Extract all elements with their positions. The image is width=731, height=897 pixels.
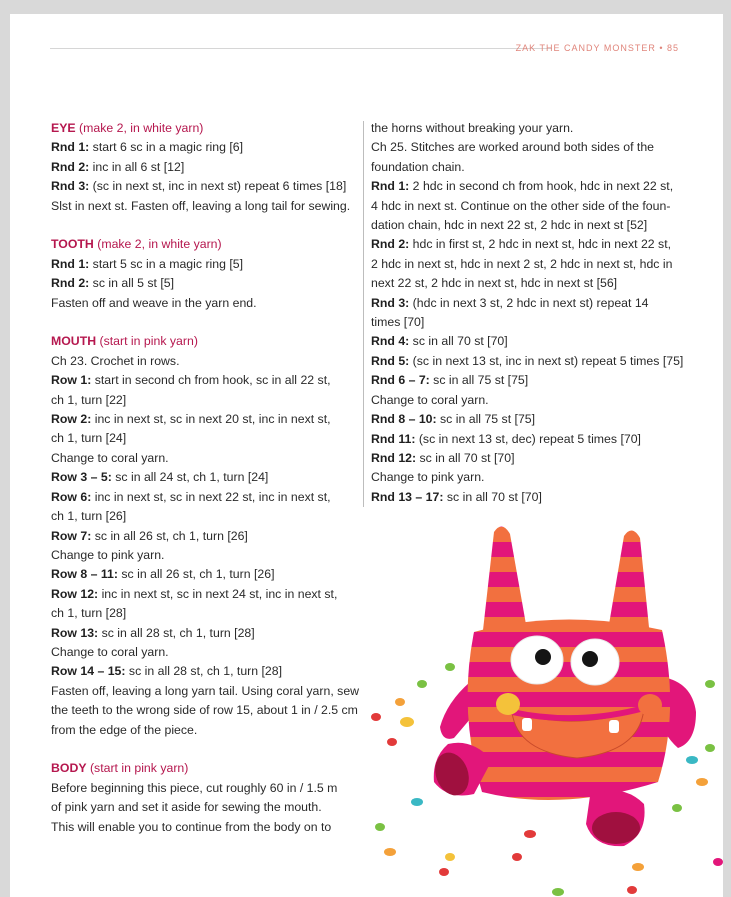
pattern-line — [51, 488, 363, 507]
instruction-text: Change to coral yarn. — [51, 644, 169, 659]
section-subheading: (start in pink yarn) — [86, 761, 189, 776]
section-heading: TOOTH — [51, 237, 94, 252]
round-label: Rnd 3: — [51, 179, 90, 194]
right-tooth — [609, 720, 619, 733]
pattern-line — [51, 759, 363, 778]
round-label: Row 3 – 5: — [51, 470, 112, 485]
pattern-line — [371, 430, 691, 449]
instruction-text: sc in all 70 st [70] — [416, 450, 515, 465]
pattern-line — [371, 119, 691, 138]
pattern-line — [371, 294, 691, 313]
instruction-text: hdc in first st, 2 hdc in next st, hdc in next 22 st, — [409, 237, 672, 252]
pattern-line — [51, 410, 363, 429]
pattern-line — [51, 585, 363, 604]
instruction-text: of pink yarn and set it aside for sewing the mouth. — [51, 800, 322, 815]
instruction-text: Ch 23. Crochet in rows. — [51, 353, 180, 368]
pattern-line — [371, 255, 691, 274]
pattern-line — [51, 352, 363, 371]
instruction-text: ch 1, turn [28] — [51, 606, 127, 621]
instruction-text: start 6 sc in a magic ring [6] — [89, 140, 244, 155]
pattern-line — [51, 371, 363, 390]
pattern-column-left — [51, 119, 363, 837]
pattern-line — [371, 138, 691, 157]
pattern-line — [51, 701, 363, 720]
instruction-text: (sc in next st, inc in next st) repeat 6 times [18] — [89, 179, 347, 194]
instruction-text: ch 1, turn [22] — [51, 392, 127, 407]
round-label: Row 7: — [51, 528, 92, 543]
pattern-line — [51, 119, 363, 138]
instruction-text: 2 hdc in second ch from hook, hdc in next 22 st, — [409, 179, 674, 194]
section-gap — [51, 216, 363, 235]
pattern-line — [51, 332, 363, 351]
instruction-text: from the edge of the piece. — [51, 722, 198, 737]
pattern-column-right — [371, 119, 691, 507]
pattern-line — [51, 643, 363, 662]
pattern-line — [51, 604, 363, 623]
candy-monster-illustration — [362, 512, 723, 897]
round-label: Rnd 8 – 10: — [371, 412, 437, 427]
round-label: Rnd 2: — [51, 159, 90, 174]
pattern-line — [371, 391, 691, 410]
book-page — [10, 14, 723, 897]
round-label: Rnd 1: — [51, 256, 90, 271]
section-heading: BODY — [51, 761, 87, 776]
instruction-text: (sc in next 13 st, inc in next st) repeat 5 times [75] — [409, 353, 684, 368]
round-label: Rnd 4: — [371, 334, 410, 349]
pattern-line — [371, 468, 691, 487]
round-label: Rnd 5: — [371, 353, 410, 368]
pattern-line — [371, 352, 691, 371]
pattern-line — [51, 662, 363, 681]
instruction-text: start 5 sc in a magic ring [5] — [89, 256, 244, 271]
pattern-line — [51, 682, 363, 701]
pattern-line — [371, 410, 691, 429]
instruction-text: the horns without breaking your yarn. — [371, 121, 574, 135]
instruction-text: Before beginning this piece, cut roughly 60 in / 1.5 m — [51, 780, 338, 795]
instruction-text: Fasten off and weave in the yarn end. — [51, 295, 257, 310]
pattern-line — [371, 197, 691, 216]
instruction-text: Fasten off, leaving a long yarn tail. Using coral yarn, sew — [51, 683, 360, 698]
pattern-line — [371, 449, 691, 468]
pattern-line — [51, 468, 363, 487]
pattern-line — [371, 274, 691, 293]
section-subheading: (make 2, in white yarn) — [75, 121, 204, 135]
right-pupil — [582, 651, 598, 667]
section-subheading: (start in pink yarn) — [96, 334, 198, 349]
instruction-text: inc in next st, sc in next 22 st, inc in next st, — [91, 489, 331, 504]
round-label: Row 1: — [51, 373, 92, 388]
pattern-line — [371, 371, 691, 390]
instruction-text: (sc in next 13 st, dec) repeat 5 times [70] — [415, 431, 641, 446]
round-label: Rnd 6 – 7: — [371, 373, 430, 388]
instruction-text: 2 hdc in next st, hdc in next 2 st, 2 hdc in next st, hdc in — [371, 256, 673, 271]
pattern-line — [51, 818, 363, 837]
pattern-line — [51, 235, 363, 254]
pattern-line — [51, 449, 363, 468]
instruction-text: sc in all 70 st [70] — [409, 334, 508, 349]
instruction-text: inc in next st, sc in next 20 st, inc in next st, — [91, 412, 331, 427]
running-head: ZAK THE CANDY MONSTER • 85 — [515, 43, 679, 53]
pattern-line — [51, 624, 363, 643]
instruction-text: inc in next st, sc in next 24 st, inc in next st, — [98, 586, 338, 601]
instruction-text: sc in all 70 st [70] — [443, 489, 542, 504]
instruction-text: sc in all 75 st [75] — [436, 412, 536, 427]
instruction-text: times [70] — [371, 315, 425, 330]
instruction-text: ch 1, turn [24] — [51, 431, 127, 446]
pattern-line — [51, 274, 363, 293]
instruction-text: sc in all 24 st, ch 1, turn [24] — [111, 470, 269, 485]
round-label: Row 8 – 11: — [51, 567, 118, 582]
pattern-line — [51, 138, 363, 157]
section-heading: MOUTH — [51, 334, 97, 349]
instruction-text: Slst in next st. Fasten off, leaving a long tail for sewing. — [51, 198, 351, 213]
left-pupil — [535, 649, 551, 665]
pattern-line — [371, 332, 691, 351]
round-label: Rnd 2: — [51, 276, 90, 291]
pattern-line — [51, 507, 363, 526]
pattern-line — [371, 158, 691, 177]
instruction-text: sc in all 75 st [75] — [429, 373, 529, 388]
candy-in-hand — [638, 694, 662, 716]
instruction-text: Change to pink yarn. — [51, 547, 165, 562]
pattern-line — [51, 779, 363, 798]
round-label: Row 2: — [51, 412, 92, 427]
section-gap — [51, 740, 363, 759]
instruction-text: 4 hdc in next st. Continue on the other side of the foun- — [371, 198, 671, 213]
pattern-line — [371, 216, 691, 235]
section-subheading: (make 2, in white yarn) — [93, 237, 222, 252]
round-label: Rnd 12: — [371, 450, 417, 465]
pattern-line — [51, 565, 363, 584]
round-label: Rnd 11: — [371, 431, 416, 446]
instruction-text: sc in all 5 st [5] — [89, 276, 175, 291]
instruction-text: Change to pink yarn. — [371, 470, 485, 485]
pattern-line — [51, 391, 363, 410]
pattern-line — [371, 235, 691, 254]
pattern-line — [51, 721, 363, 740]
instruction-text: start in second ch from hook, sc in all 22 st, — [91, 373, 331, 388]
pattern-line — [51, 177, 363, 196]
instruction-text: sc in all 28 st, ch 1, turn [28] — [125, 664, 283, 679]
round-label: Row 13: — [51, 625, 99, 640]
pattern-line — [51, 527, 363, 546]
instruction-text: sc in all 26 st, ch 1, turn [26] — [117, 567, 275, 582]
instruction-text: sc in all 26 st, ch 1, turn [26] — [91, 528, 248, 543]
instruction-text: Ch 25. Stitches are worked around both sides of the — [371, 140, 654, 155]
instruction-text: Change to coral yarn. — [371, 392, 489, 407]
pattern-line — [51, 546, 363, 565]
instruction-text: next 22 st, 2 hdc in next st, hdc in next st [56] — [371, 276, 618, 291]
instruction-text: the teeth to the wrong side of row 15, about 1 in / 2.5 cm — [51, 703, 358, 718]
round-label: Rnd 3: — [371, 295, 410, 310]
section-gap — [51, 313, 363, 332]
instruction-text: This will enable you to continue from the body on to — [51, 819, 332, 834]
left-tooth — [522, 718, 532, 731]
pattern-line — [51, 429, 363, 448]
pattern-line — [371, 313, 691, 332]
round-label: Rnd 13 – 17: — [371, 489, 444, 504]
instruction-text: sc in all 28 st, ch 1, turn [28] — [98, 625, 255, 640]
pattern-line — [51, 294, 363, 313]
candy-in-mouth — [496, 693, 520, 715]
round-label: Row 12: — [51, 586, 99, 601]
instruction-text: ch 1, turn [26] — [51, 509, 127, 524]
pattern-line — [51, 798, 363, 817]
round-label: Row 14 – 15: — [51, 664, 126, 679]
right-foot-sole — [592, 812, 640, 844]
pattern-line — [371, 177, 691, 196]
round-label: Rnd 1: — [371, 179, 410, 194]
round-label: Rnd 1: — [51, 140, 90, 155]
instruction-text: inc in all 6 st [12] — [89, 159, 185, 174]
column-divider — [363, 121, 364, 507]
instruction-text: foundation chain. — [371, 159, 465, 174]
round-label: Row 6: — [51, 489, 92, 504]
pattern-line — [371, 488, 691, 507]
section-heading: EYE — [51, 121, 76, 135]
instruction-text: Change to coral yarn. — [51, 450, 169, 465]
header-rule — [50, 48, 552, 49]
pattern-line — [51, 255, 363, 274]
pattern-line — [51, 158, 363, 177]
round-label: Rnd 2: — [371, 237, 410, 252]
instruction-text: (hdc in next 3 st, 2 hdc in next st) repeat 14 — [409, 295, 649, 310]
pattern-line — [51, 197, 363, 216]
instruction-text: dation chain, hdc in next 22 st, 2 hdc in next st [52] — [371, 218, 648, 233]
